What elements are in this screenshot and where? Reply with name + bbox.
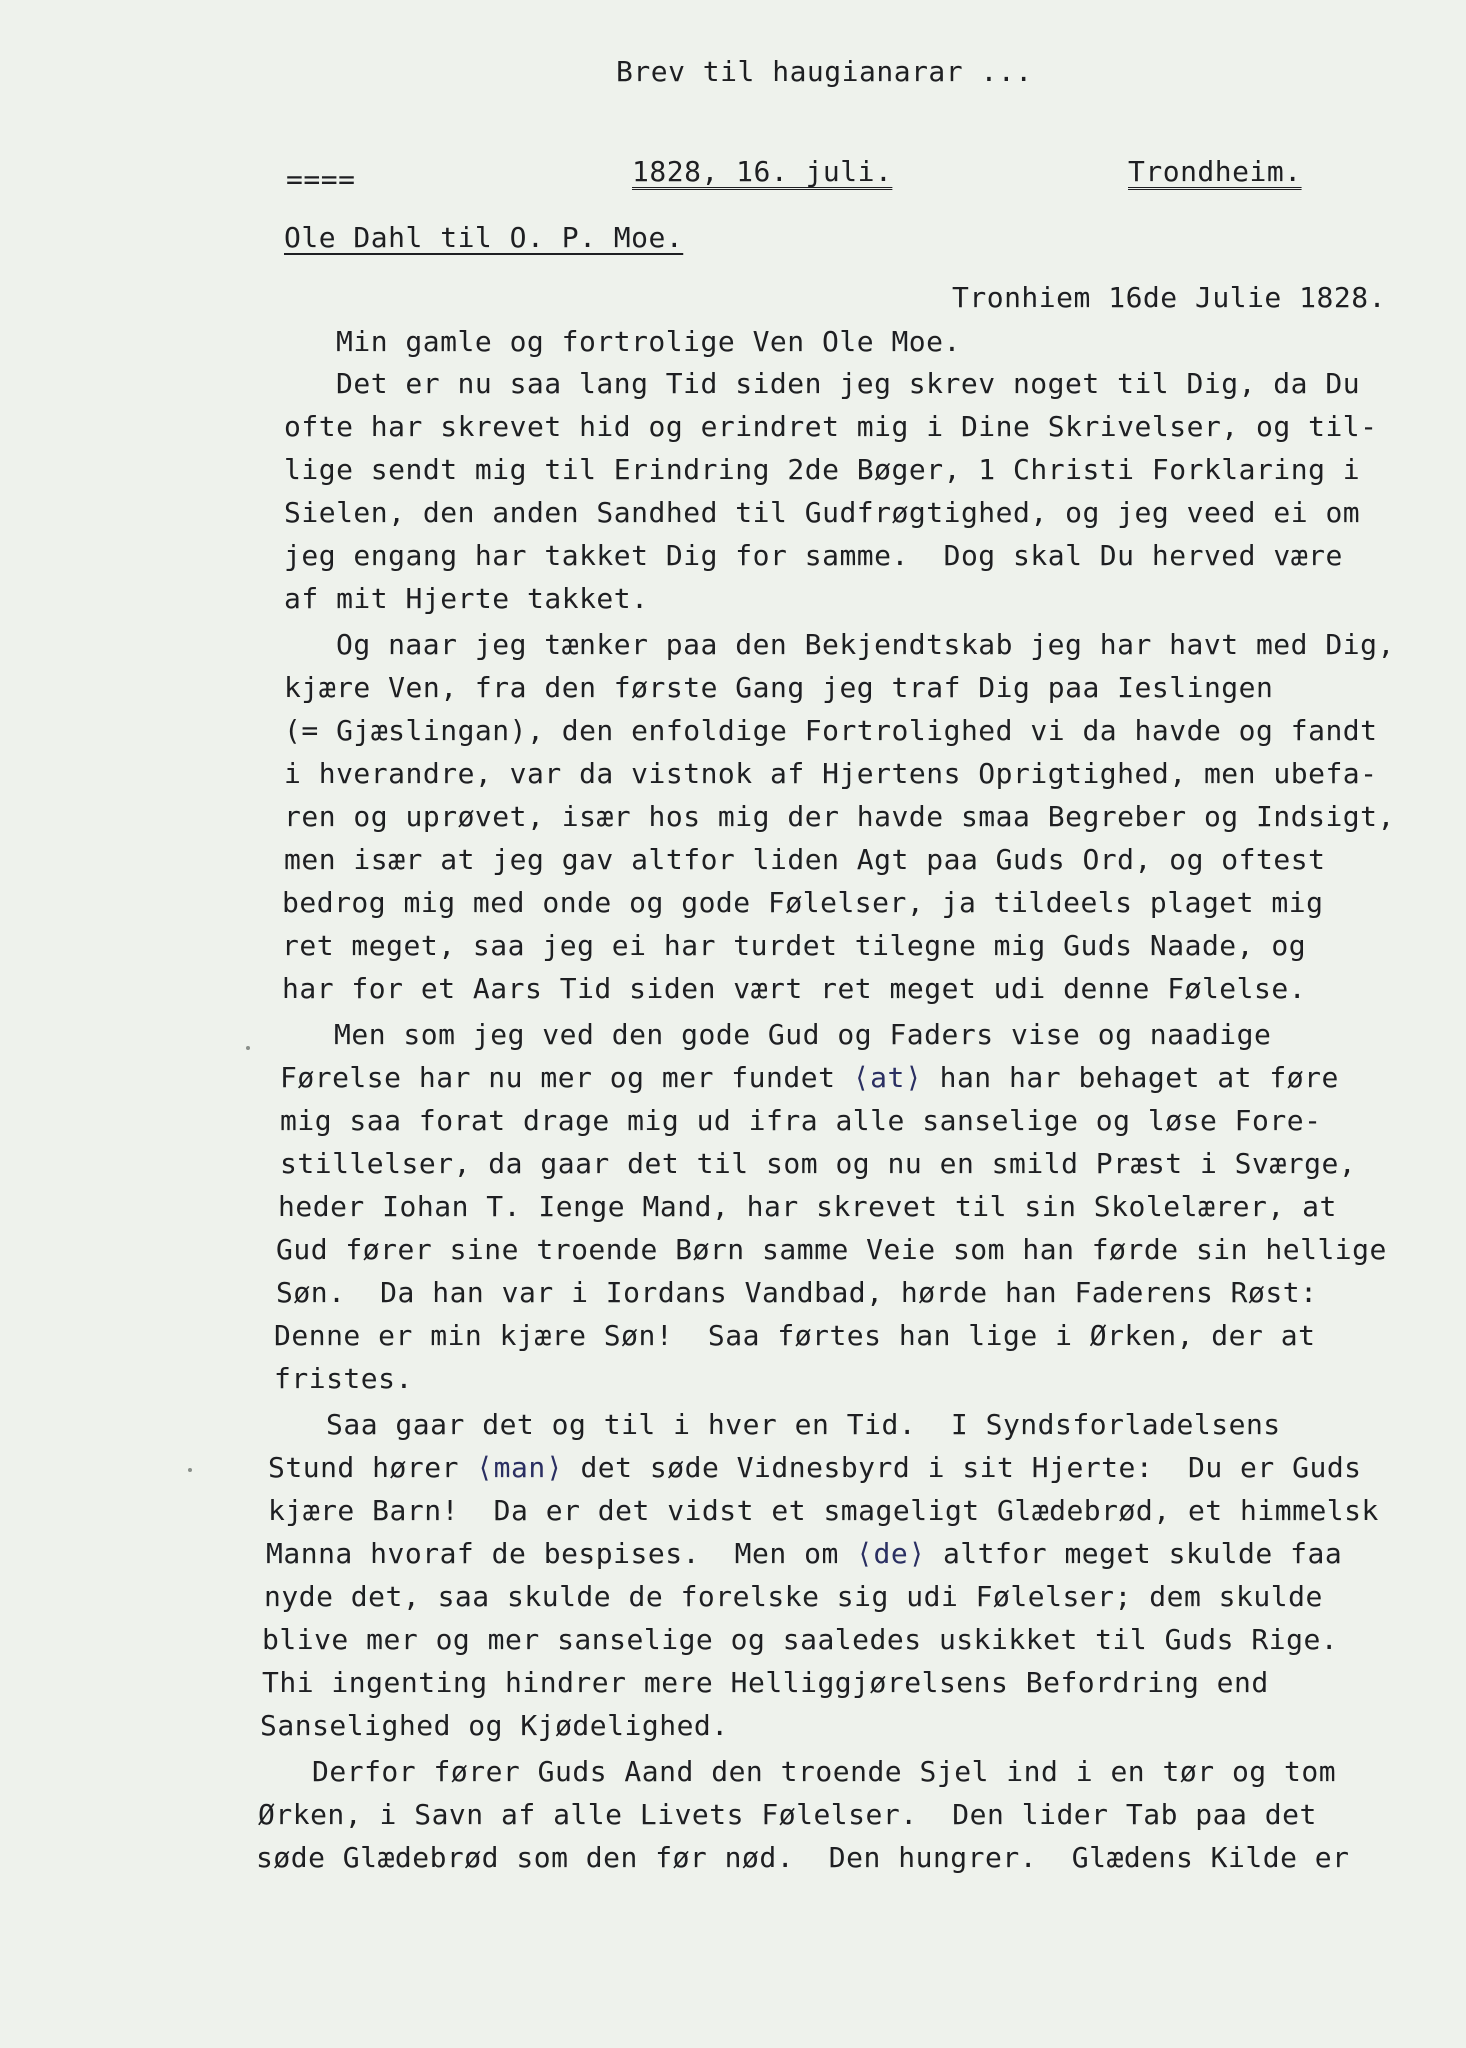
body-line: jeg engang har takket Dig for samme. Dog skal Du herved være	[284, 539, 1343, 572]
body-text: Manna hvoraf de bespises. Men om	[266, 1537, 857, 1570]
body-line: men især at jeg gav altfor liden Agt paa Guds Ord, og oftest	[284, 843, 1326, 876]
ink-speck	[246, 1046, 250, 1050]
body-line: Og naar jeg tænker paa den Bekjendtskab jeg har havt med Dig,	[336, 628, 1395, 661]
body-line: (= Gjæslingan), den enfoldige Fortrolighed vi da havde og fandt	[284, 714, 1378, 747]
body-line: søde Glædebrød som den før nød. Den hungrer. Glædens Kilde er	[256, 1841, 1350, 1874]
body-line-with-insertion	[268, 1451, 1362, 1484]
body-text: han har behaget at føre	[922, 1061, 1339, 1094]
body-line-with-insertion	[266, 1537, 1343, 1570]
body-line-with-insertion	[280, 1061, 1339, 1094]
body-text: det søde Vidnesbyrd i sit Hjerte: Du er Guds	[563, 1451, 1362, 1484]
body-line: kjære Barn! Da er det vidst et smageligt Glædebrød, et himmelsk	[268, 1494, 1379, 1527]
body-line: heder Iohan T. Ienge Mand, har skrevet til sin Skolelærer, at	[278, 1190, 1337, 1223]
document-title: Brev til haugianarar ...	[616, 55, 1033, 88]
dateline: Tronhiem 16de Julie 1828.	[952, 281, 1386, 314]
letter-date: 1828, 16. juli.	[632, 155, 893, 188]
body-line: i hverandre, var da vistnok af Hjertens Oprigtighed, men ubefa-	[284, 757, 1378, 790]
body-line: lige sendt mig til Erindring 2de Bøger, 1 Christi Forklaring i	[284, 453, 1361, 486]
body-line: nyde det, saa skulde de forelske sig udi Følelser; dem skulde	[264, 1580, 1323, 1613]
body-line: har for et Aars Tid siden vært ret meget udi denne Følelse.	[282, 972, 1307, 1005]
ink-speck	[188, 1468, 192, 1472]
body-line: ren og uprøvet, især hos mig der havde smaa Begreber og Indsigt,	[284, 800, 1395, 833]
body-line: bedrog mig med onde og gode Følelser, ja tildeels plaget mig	[282, 886, 1324, 919]
body-text: altfor meget skulde faa	[925, 1537, 1343, 1570]
body-text: Førelse har nu mer og mer fundet	[280, 1061, 853, 1094]
body-line: mig saa forat drage mig ud ifra alle sanselige og løse Fore-	[280, 1104, 1322, 1137]
body-line: af mit Hjerte takket.	[284, 582, 649, 615]
body-line: Gud fører sine troende Børn samme Veie som han førde sin hellige	[276, 1233, 1387, 1266]
body-line: Det er nu saa lang Tid siden jeg skrev noget til Dig, da Du	[336, 367, 1361, 400]
editorial-insertion: ⟨man⟩	[476, 1451, 564, 1484]
body-line: ofte har skrevet hid og erindret mig i Dine Skrivelser, og til-	[284, 410, 1378, 443]
letter-heading: Ole Dahl til O. P. Moe.	[284, 221, 684, 254]
body-line: fristes.	[274, 1362, 413, 1395]
body-line: Denne er min kjære Søn! Saa førtes han lige i Ørken, der at	[274, 1319, 1316, 1352]
body-line: ret meget, saa jeg ei har turdet tilegne mig Guds Naade, og	[282, 929, 1307, 962]
body-line: Sanselighed og Kjødelighed.	[260, 1709, 729, 1742]
body-line: Ørken, i Savn af alle Livets Følelser. Den lider Tab paa det	[258, 1798, 1317, 1831]
body-line: stillelser, da gaar det til som og nu en smild Præst i Sværge,	[280, 1147, 1357, 1180]
letter-place: Trondheim.	[1128, 155, 1302, 188]
body-line: Men som jeg ved den gode Gud og Faders vise og naadige	[334, 1018, 1272, 1051]
body-line: Thi ingenting hindrer mere Helliggjørelsens Befordring end	[262, 1666, 1269, 1699]
editorial-insertion: ⟨at⟩	[852, 1061, 923, 1094]
body-text: Stund hører	[268, 1451, 477, 1484]
salutation: Min gamle og fortrolige Ven Ole Moe.	[336, 325, 961, 358]
editorial-insertion: ⟨de⟩	[856, 1537, 926, 1570]
body-line: kjære Ven, fra den første Gang jeg traf Dig paa Ieslingen	[284, 671, 1274, 704]
body-line: Sielen, den anden Sandhed til Gudfrøgtighed, og jeg veed ei om	[284, 496, 1361, 529]
body-line: Derfor fører Guds Aand den troende Sjel ind i en tør og tom	[312, 1755, 1337, 1788]
body-line: blive mer og mer sanselige og saaledes uskikket til Guds Rige.	[262, 1623, 1339, 1656]
separator-marker: ====	[286, 163, 356, 196]
body-line: Saa gaar det og til i hver en Tid. I Syndsforladelsens	[326, 1408, 1281, 1441]
body-line: Søn. Da han var i Iordans Vandbad, hørde han Faderens Røst:	[276, 1276, 1318, 1309]
